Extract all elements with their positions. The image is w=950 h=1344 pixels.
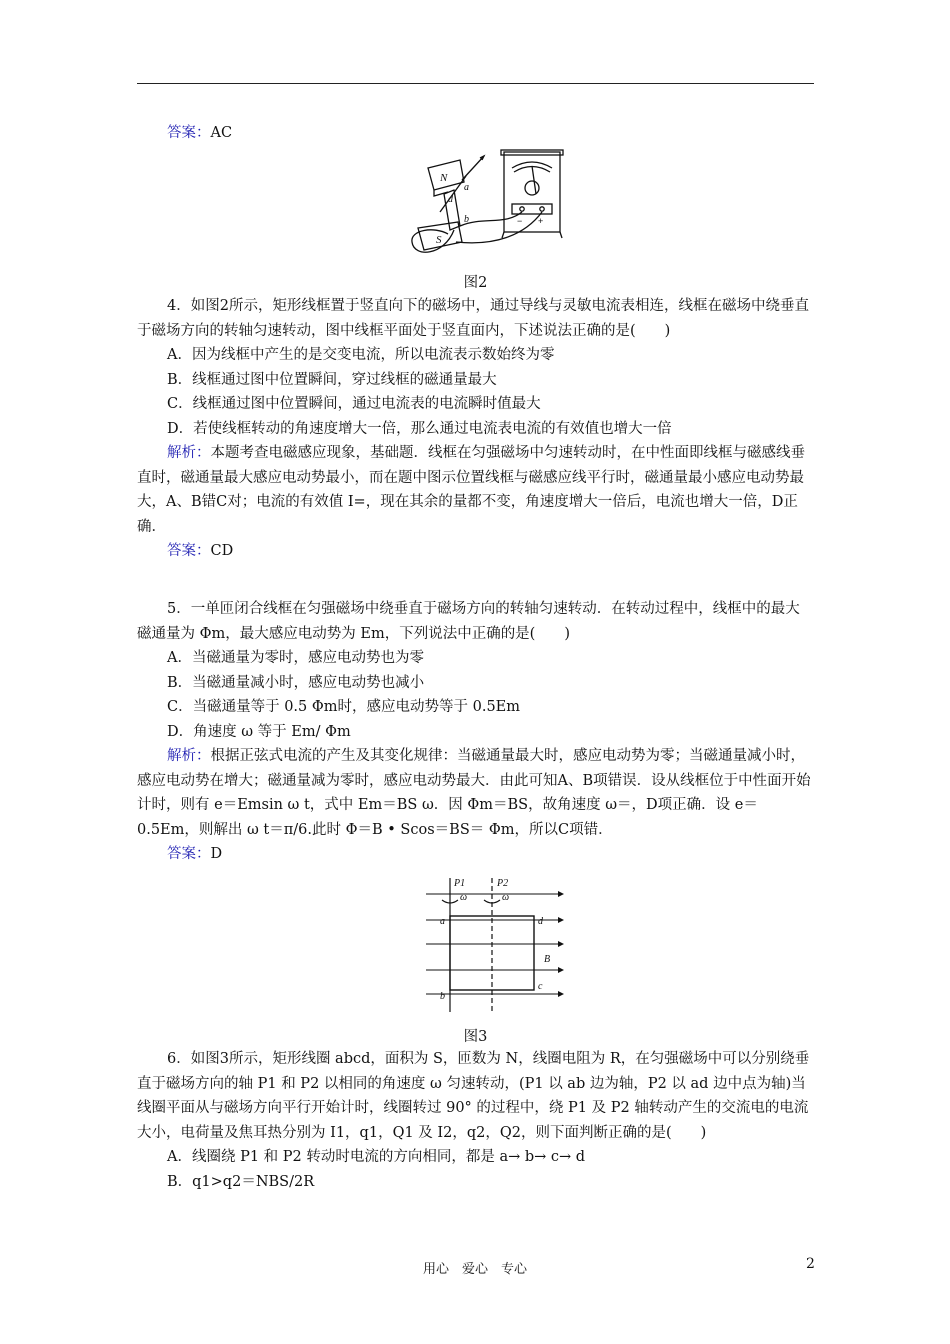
header-rule: [137, 83, 814, 84]
galvanometer-box: [504, 152, 560, 232]
b-label: b: [440, 991, 445, 1002]
question-6-option-b: B．q1>q2＝NBS/2R: [167, 1173, 315, 1190]
answer-value: AC: [210, 125, 233, 141]
question-5-option-b: B．当磁通量减小时，感应电动势也减小: [167, 674, 425, 691]
footer-text: 用心 爱心 专心: [422, 1262, 527, 1277]
question-4-stem: 4．如图2所示，矩形线框置于竖直向下的磁场中，通过导线与灵敏电流表相连，线框在磁场中绕垂直于磁场方向的转轴匀速转动，图中线框平面处于竖直面内，下述说法正确的是( ): [137, 298, 809, 339]
question-4: [137, 294, 814, 564]
question-6-stem: 6．如图3所示，矩形线圈 abcd，面积为 S，匝数为 N，线圈电阻为 R，在匀强磁场中可以分别绕垂直于磁场方向的轴 P1 和 P2 以相同的角速度 ω 匀速转动，(P1 以 ab 边为轴，P2 以 ad 边中点为轴)当线圈平面从与磁场方向平行开始计时，线圈转过 90° 的过程中，绕 P1 及 P2 轴转动产生的交流电的电流大小，电荷量及焦耳热分别为 I1，q1，Q1 及 I2，q2，Q2，则下面判断正确的是( ): [137, 1051, 810, 1141]
question-4-option-a: A．因为线框中产生的是交变电流，所以电流表示数始终为零: [167, 347, 555, 363]
omega-label-1: ω: [460, 892, 468, 903]
answer-label: 答案：: [167, 125, 211, 141]
question-4-answer: [137, 539, 814, 564]
question-5-option-c: C．当磁通量等于 0.5 Φm时，感应电动势等于 0.5Em: [167, 699, 521, 715]
question-4-option-c: C．线框通过图中位置瞬间，通过电流表的电流瞬时值最大: [167, 396, 541, 412]
field-b-label: B: [544, 954, 551, 965]
analysis-label: 解析：: [167, 445, 211, 461]
n-label: N: [440, 172, 448, 184]
answer-label: 答案：: [167, 543, 211, 559]
question-5-option-a: A．当磁通量为零时，感应电动势也为零: [167, 650, 424, 666]
question-4-option-b: B．线框通过图中位置瞬间，穿过线框的磁通量最大: [167, 371, 497, 388]
question-4-analysis: [137, 441, 814, 539]
figure-2-caption: 图2: [463, 275, 488, 291]
answer-3: [137, 121, 844, 146]
p2-label: P2: [497, 878, 509, 889]
c-label: c: [538, 981, 543, 992]
question-5: [137, 597, 814, 867]
question-5-answer: [137, 842, 814, 867]
answer-label: 答案：: [167, 846, 211, 862]
question-5-option-d: D．角速度 ω 等于 Em/ Φm: [167, 723, 351, 740]
analysis-text: 本题考查电磁感应现象，基础题．线框在匀强磁场中匀速转动时，在中性面即线框与磁感线垂直时，磁通量最大感应电动势最小，而在题中图示位置线框与磁感应线平行时，磁通量最小感应电动势最大，A、B错C对；电流的有效值 I=，现在其余的量都不变，角速度增大一倍后，电流也增大一倍，D正确．: [137, 445, 805, 535]
page-number: 2: [806, 1256, 815, 1272]
figure-2: [404, 146, 564, 270]
answer-value: D: [210, 846, 223, 862]
analysis-label: 解析：: [167, 748, 211, 764]
figure-3-caption: 图3: [463, 1029, 488, 1045]
question-6: [137, 1047, 814, 1194]
a-label: a: [464, 182, 469, 193]
d-label: d: [538, 916, 543, 927]
d-label: d: [448, 194, 453, 205]
figure-3: [420, 872, 566, 1018]
omega-label-2: ω: [502, 892, 510, 903]
b-label: b: [464, 214, 469, 225]
p1-label: P1: [454, 878, 466, 889]
answer-value: CD: [210, 543, 234, 559]
minus-label: −: [517, 216, 523, 226]
s-label: S: [436, 234, 442, 246]
question-5-stem: 5．一单匝闭合线框在匀强磁场中绕垂直于磁场方向的转轴匀速转动．在转动过程中，线框中的最大磁通量为 Φm，最大感应电动势为 Em，下列说法中正确的是( ): [137, 601, 800, 642]
plus-label: +: [538, 216, 544, 226]
analysis-text: 根据正弦式电流的产生及其变化规律：当磁通量最大时，感应电动势为零；当磁通量减小时，感应电动势在增大；磁通量减为零时，感应电动势最大．由此可知A、B项错误．设从线框位于中性面开始计时，则有 e＝Emsin ω t，式中 Em＝BS ω．因 Φm＝BS，故角速度 ω＝，D项正确．设 e＝0.5Em，则解出 ω t＝π/6.此时 Φ＝B • Scos＝BS＝ Φm，所以C项错．: [137, 748, 811, 838]
question-5-analysis: [137, 744, 814, 842]
question-6-option-a: A．线圈绕 P1 和 P2 转动时电流的方向相同，都是 a→ b→ c→ d: [167, 1149, 586, 1165]
question-4-option-d: D．若使线框转动的角速度增大一倍，那么通过电流表电流的有效值也增大一倍: [167, 420, 672, 437]
a-label: a: [440, 916, 445, 927]
